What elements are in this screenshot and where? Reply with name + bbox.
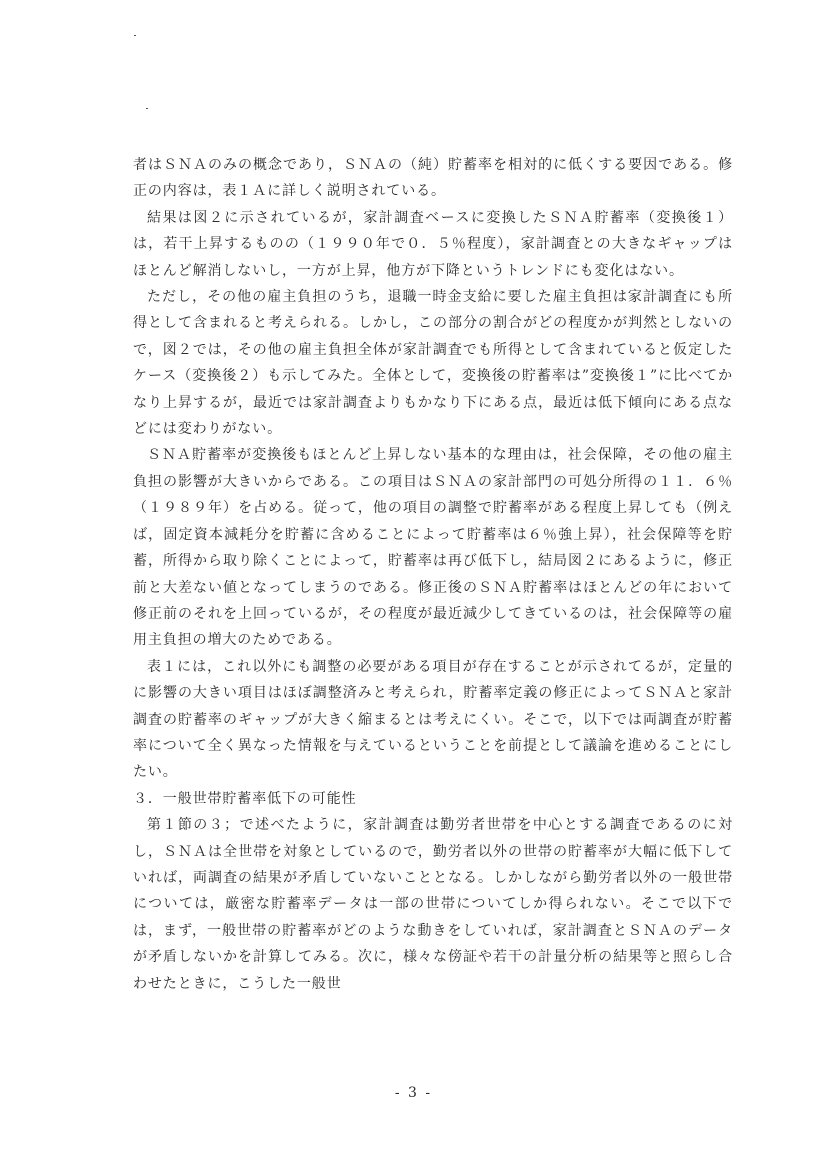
paragraph: 第１節の３；で述べたように，家計調査は勤労者世帯を中心とする調査であるのに対し，ＳＮＡは全世帯を対象としているので，勤労者以外の世帯の貯蓄率が大幅に低下していれば，両調査の結果が矛盾していないこととなる。しかしながら勤労者以外の一般世帯については，厳密な貯蓄率データは一部の世帯についてしか得られない。そこで以下では，まず，一般世帯の貯蓄率がどのような動きをしていれば，家計調査とＳＮＡのデータが矛盾しないかを計算してみる。次に，様々な傍証や若干の計量分析の結果等と照らし合わせたときに，こうした一般世 xyxy=(133,817,733,992)
scan-speck xyxy=(134,35,136,36)
paragraph: ただし，その他の雇主負担のうち，退職一時金支給に要した雇主負担は家計調査にも所得として含まれると考えられる。しかし，この部分の割合がどの程度かが判然としないので，図２では，その他の雇主負担全体が家計調査でも所得として含まれていると仮定したケース（変換後２）も示してみた。全体として，変換後の貯蓄率は”変換後１”に比べてかなり上昇するが，最近では家計調査よりもかなり下にある点，最近は低下傾向にある点などには変わりがない。 xyxy=(133,289,733,438)
paragraph: 表１には，これ以外にも調整の必要がある項目が存在することが示されてるが，定量的に影響の大きい項目はほぼ調整済みと考えられ，貯蓄率定義の修正によってＳＮＡと家計調査の貯蓄率のギャップが大きく縮まるとは考えにくい。そこで，以下では両調査が貯蓄率について全く異なった情報を与えているということを前提として議論を進めることにしたい。 xyxy=(133,658,733,781)
body-text xyxy=(133,152,733,997)
scan-speck xyxy=(146,108,148,109)
paragraph: 者はＳＮＡのみの概念であり，ＳＮＡの（純）貯蓄率を相対的に低くする要因である。修正の内容は，表１Ａに詳しく説明されている。 xyxy=(133,157,733,200)
paragraph: 結果は図２に示されているが，家計調査ベースに変換したＳＮＡ貯蓄率（変換後１）は，若干上昇するものの（１９９０年で０．５％程度），家計調査との大きなギャップはほとんど解消しないし，一方が上昇，他方が下降というトレンドにも変化はない。 xyxy=(133,209,733,279)
section-heading: ３．一般世帯貯蓄率低下の可能性 xyxy=(133,790,357,807)
page-number: - 3 - xyxy=(394,1085,433,1101)
paragraph: ＳＮＡ貯蓄率が変換後もほとんど上昇しない基本的な理由は，社会保障，その他の雇主負担の影響が大きいからである。この項目はＳＮＡの家計部門の可処分所得の１１．６％（１９８９年）を占める。従って，他の項目の調整で貯蓄率がある程度上昇しても（例えば，固定資本減耗分を貯蓄に含めることによって貯蓄率は６％強上昇），社会保障等を貯蓄，所得から取り除くことによって，貯蓄率は再び低下し，結局図２にあるように，修正前と大差ない値となってしまうのである。修正後のＳＮＡ貯蓄率はほとんどの年において修正前のそれを上回っているが，その程度が最近減少してきているのは，社会保障等の雇用主負担の増大のためである。 xyxy=(133,447,733,649)
